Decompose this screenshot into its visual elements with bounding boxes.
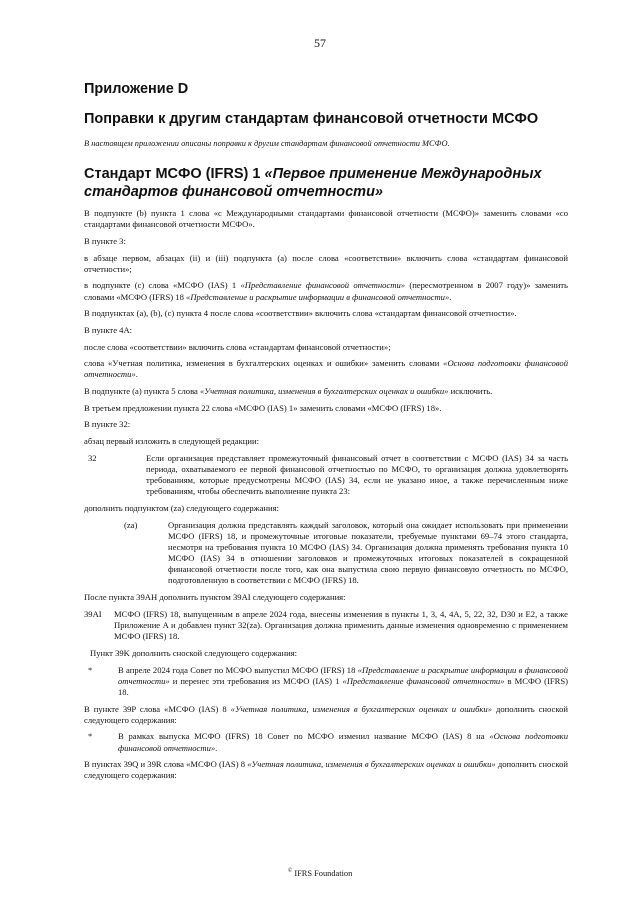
text-run: исключить. — [448, 386, 493, 397]
paragraph — [84, 280, 568, 302]
italic-run: «Основа подготовки финансовой отчетности» — [84, 358, 569, 380]
paragraph: после слова «соответствии» включить слова «стандартам финансовой отчетности»; — [84, 341, 391, 352]
italic-run: «Учетная политика, изменения в бухгалтерских оценках и ошибки» — [247, 759, 496, 770]
footnote-marker: * — [88, 664, 93, 675]
page-footer — [0, 868, 640, 880]
footnote-marker: * — [88, 731, 93, 742]
italic-run: «Представление финансовой отчетности» — [342, 675, 505, 686]
italic-run: «Представление и раскрытие информации в финансовой отчетности» — [118, 664, 568, 686]
paragraph: абзац первый изложить в следующей редакции: — [84, 436, 259, 447]
paragraph: В третьем предложении пункта 22 слова «МСФО (IAS) 1» заменить словами «МСФО (IFRS) 18». — [84, 402, 442, 413]
text-run: . — [135, 369, 138, 380]
italic-run: «Учетная политика, изменения в бухгалтерских оценках и ошибки» — [200, 386, 449, 397]
standard-heading-prefix: Стандарт МСФО (IFRS) 1 — [84, 166, 261, 182]
text-run: в подпункте (c) слова «МСФО (IAS) 1 — [84, 280, 241, 291]
paragraph — [84, 759, 568, 781]
item-text: Организация должна представлять каждый заголовок, который она ожидает использовать при применении МСФО (IFRS) 18, и промежуточные итоговые показатели, требуемые пунктами 69–74 этого стандарта, несмотря на требования пункта 10 МСФО (IAS) 34. Организация должна применять требования пункта 10 МСФО (IAS) 34 в отношении заголовков и промежуточных итоговых показателей в сокращенной финансовой отчетности после того, как она выпустила свою первую финансовую отчетность по МСФО, подготовленную в соответствии с МСФО (IFRS) 18. — [168, 519, 568, 586]
item-number: 39AI — [84, 608, 102, 619]
page-number: 57 — [314, 36, 326, 50]
text-run: В рамках выпуска МСФО (IFRS) 18 Совет по МСФО изменил название МСФО (IAS) 8 на — [118, 731, 490, 742]
text-run: . — [215, 742, 218, 753]
document-body — [84, 208, 568, 787]
standard-heading-italic: «Первое применение Международных стандартов финансовой отчетности» — [84, 166, 542, 201]
appendix-title: Приложение D — [84, 81, 189, 97]
appendix-subtitle: В настоящем приложении описаны поправки к другим стандартам финансовой отчетности МСФО. — [84, 139, 450, 148]
paragraph — [84, 386, 568, 397]
paragraph: В подпунктах (a), (b), (c) пункта 4 после слова «соответствии» включить слова «стандартам финансовой отчетности». — [84, 308, 517, 319]
text-run: В пункте 39P слова «МСФО (IAS) 8 — [84, 703, 231, 714]
text-run: дополнить сноской следующего содержания: — [84, 703, 568, 725]
paragraph: дополнить подпунктом (za) следующего содержания: — [84, 502, 279, 513]
standard-heading — [84, 165, 564, 202]
quoted-item-32 — [84, 453, 568, 498]
footnote-text — [118, 731, 568, 753]
text-run: В пунктах 39Q и 39R слова «МСФО (IAS) 8 — [84, 759, 248, 770]
quoted-item-za — [84, 520, 568, 587]
text-run: В подпункте (a) пункта 5 слова — [84, 386, 200, 397]
text-run: (пересмотренном в 2007 году)» заменить словами «МСФО (IFRS) 18 — [84, 280, 568, 302]
paragraph: В пункте 4A: — [84, 324, 133, 335]
italic-run: «Основа подготовки финансовой отчетности» — [118, 731, 568, 753]
item-number: 32 — [88, 452, 97, 463]
text-run: В апреле 2024 года Совет по МСФО выпустил МСФО (IFRS) 18 — [118, 664, 358, 675]
italic-run: «Представление и раскрытие информации в финансовой отчетности» — [186, 291, 450, 302]
paragraph — [84, 704, 568, 726]
paragraph: В подпункте (b) пункта 1 слова «с Международными стандартами финансовой отчетности (МСФО)» заменить словами «со стандартами финансовой отчетности МСФО». — [84, 208, 568, 230]
text-run: слова «Учетная политика, изменения в бухгалтерских оценках и ошибки» заменить словами — [84, 358, 444, 369]
main-title: Поправки к другим стандартам финансовой отчетности МСФО — [84, 111, 539, 127]
paragraph: После пункта 39AH дополнить пунктом 39AI следующего содержания: — [84, 592, 346, 603]
footnote-item — [84, 731, 568, 753]
text-run: дополнить сноской следующего содержания: — [84, 759, 568, 781]
item-number: (za) — [124, 519, 138, 530]
paragraph: Пункт 39K дополнить сноской следующего содержания: — [90, 647, 298, 658]
paragraph: В пункте 3: — [84, 235, 126, 246]
footnote-text — [118, 665, 568, 699]
text-run: . — [449, 291, 452, 302]
italic-run: «Учетная политика, изменения в бухгалтерских оценках и ошибки» — [230, 703, 493, 714]
paragraph: В пункте 32: — [84, 419, 131, 430]
italic-run: «Представление финансовой отчетности» — [240, 280, 406, 291]
paragraph — [84, 358, 568, 380]
text-run: и перенес эти требования из МСФО (IAS) 1 — [169, 675, 343, 686]
item-text: МСФО (IFRS) 18, выпущенным в апреле 2024 года, внесены изменения в пункты 1, 3, 4, 4A, 5, 22, 32, D30 и E2, а также Приложение A и добавлен пункт 32(za). Организация должна применить данные изменения одновременно с применением МСФО (IFRS) 18. — [114, 608, 568, 642]
item-text: Если организация представляет промежуточный финансовый отчет в соответствии с МСФО (IAS) 34 за часть периода, охватываемого ее первой финансовой отчетностью по МСФО, то организация должна удовлетворять требованиям, которые предусмотрены МСФО (IAS) 34, если не указано иное, а также перечисленным ниже требованиям, чтобы обеспечить выполнение пункта 23: — [146, 452, 568, 497]
text-run: в МСФО (IFRS) 18. — [118, 675, 568, 697]
paragraph: в абзаце первом, абзацах (ii) и (iii) подпункта (a) после слова «соответствии» включить слова «стандартам финансовой отчетности»; — [84, 252, 568, 274]
copyright-mark: © — [287, 868, 293, 874]
quoted-item-39ai — [84, 609, 568, 643]
footer-text: IFRS Foundation — [294, 868, 353, 878]
footnote-item — [84, 665, 568, 699]
